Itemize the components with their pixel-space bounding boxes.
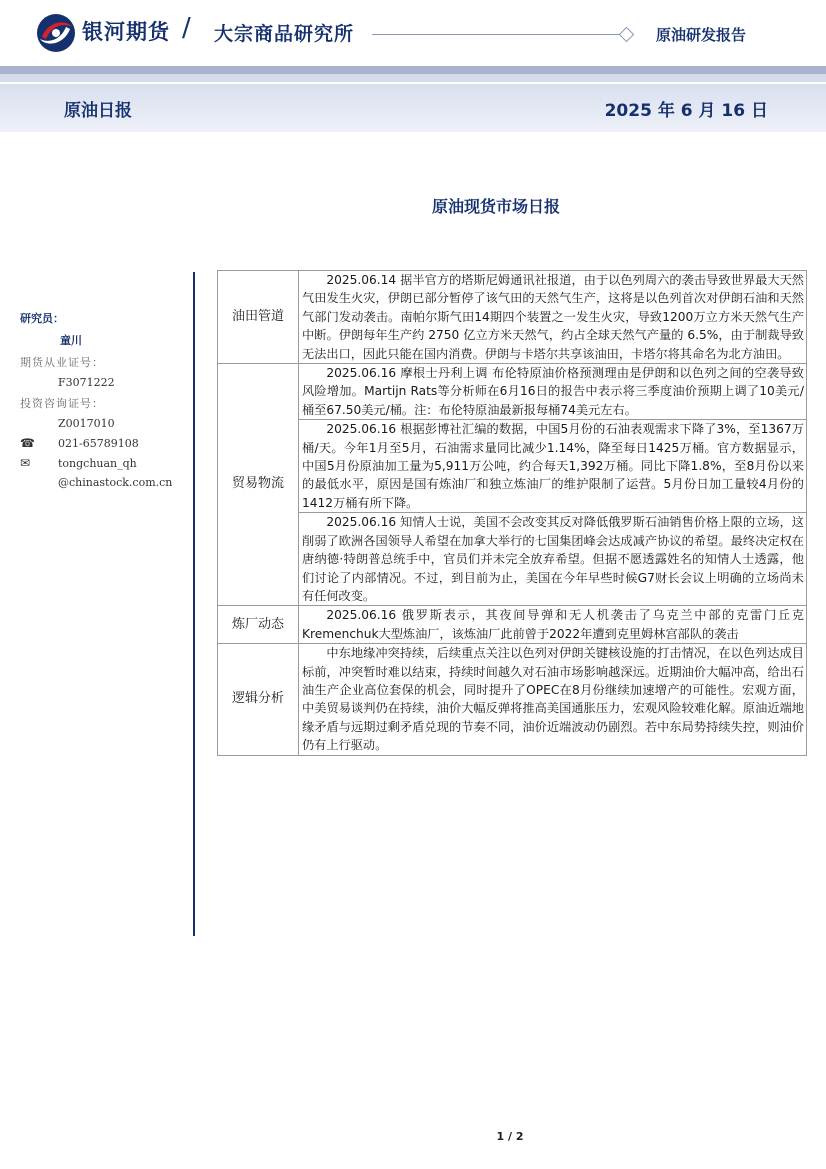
- consult-label: 投资咨询证号：: [20, 397, 104, 410]
- category-cell: 油田管道: [218, 271, 299, 364]
- consult-value: Z0017010: [58, 417, 115, 430]
- category-cell: 炼厂动态: [218, 606, 299, 644]
- analysis-paragraph: 中东地缘冲突持续，后续重点关注以色列对伊朗关键核设施的打击情况，在以色列达成目标前，冲突暂时难以结束，持续时间越久对石油市场影响越深远。近期油价大幅冲高，给出石油生产企业高位套保的机会，同时提升了OPEC在8月份继续加速增产的可能性。宏观方面，中美贸易谈判仍在持续，油价大幅反弹将推高美国通胀压力，宏观风险较难化解。原油近端地缘矛盾与远期过剩矛盾兑现的节奏不同，油价近端波动仍剧烈。若中东局势持续失控，则油价仍有上行驱动。: [302, 646, 804, 753]
- market-report-table: [217, 270, 807, 756]
- researcher-name: 童川: [60, 334, 82, 347]
- page-number: 1 / 2: [496, 1130, 524, 1143]
- content-cell: [299, 364, 807, 420]
- news-paragraph: 2025.06.16 摩根士丹利上调 布伦特原油价格预测理由是伊朗和以色列之间的空袭导致风险增加。Martijn Rats等分析师在6月16日的报告中表示将三季度油价预期上调了10美元/桶至67.50美元/桶。注：布伦特原油最新报每桶74美元左右。: [302, 366, 804, 417]
- institute-name: 大宗商品研究所: [214, 23, 355, 45]
- header-diamond-ornament: [619, 27, 635, 43]
- galaxy-futures-logo-icon: [36, 13, 76, 53]
- brand-name: 银河期货: [82, 20, 170, 44]
- table-row: [218, 364, 807, 420]
- email-icon: ✉: [20, 456, 31, 470]
- table-row: [218, 644, 807, 755]
- title-bar: [0, 84, 826, 132]
- news-paragraph: 2025.06.16 俄罗斯表示，其夜间导弹和无人机袭击了乌克兰中部的克雷门丘克Kremenchuk大型炼油厂，该炼油厂此前曾于2022年遭到克里姆林宫部队的袭击: [302, 608, 804, 641]
- email-domain[interactable]: @chinastock.com.cn: [58, 476, 173, 489]
- phone-icon: ☎: [20, 436, 35, 450]
- researcher-label: 研究员：: [20, 312, 64, 325]
- table-row: [218, 420, 807, 513]
- news-paragraph: 2025.06.14 据半官方的塔斯尼姆通讯社报道，由于以色列周六的袭击导致世界最大天然气田发生火灾，伊朗已部分暂停了该气田的天然气生产，这将是以色列首次对伊朗石油和天然气部门发动袭击。南帕尔斯气田14期四个装置之一发生火灾，导致1200万立方米天然气生产中断。伊朗每年生产约 2750 亿立方米天然气，约占全球天然气产量的 6.5%，由于制裁导致无法出口，因此只能在国内消费。伊朗与卡塔尔共享该油田，卡塔尔将其命名为北方油田。: [302, 273, 804, 361]
- researcher-info: [20, 310, 190, 489]
- table-row: [218, 513, 807, 606]
- content-cell: [299, 644, 807, 755]
- document-title: 原油日报: [64, 101, 132, 121]
- phone-number: 021-65789108: [58, 436, 139, 450]
- sidebar-divider: [193, 272, 195, 936]
- main-heading: 原油现货市场日报: [431, 197, 560, 216]
- table-row: [218, 271, 807, 364]
- license-label: 期货从业证号：: [20, 356, 104, 369]
- header-rule: [372, 34, 622, 35]
- header-stripe-dark: [0, 66, 826, 74]
- phone-row: [20, 436, 190, 450]
- email-user[interactable]: tongchuan_qh: [58, 456, 137, 470]
- news-paragraph: 2025.06.16 知情人士说，美国不会改变其反对降低俄罗斯石油销售价格上限的立场，这削弱了欧洲各国领导人希望在加拿大举行的七国集团峰会达成减产协议的希望。最终决定权在唐纳德·特朗普总统手中，官员们并未完全放弃希望。但据不愿透露姓名的知情人士透露，他们讨论了内部情况。不过，到目前为止，美国在今年早些时候G7财长会议上明确的立场尚未有任何改变。: [302, 515, 804, 603]
- content-cell: [299, 513, 807, 606]
- document-date: 2025 年 6 月 16 日: [604, 101, 768, 121]
- news-paragraph: 2025.06.16 根据彭博社汇编的数据，中国5月份的石油表观需求下降了3%，至1367万桶/天。今年1月至5月，石油需求量同比减少1.14%，降至每日1425万桶。官方数据显示，中国5月份原油加工量为5,911万公吨，约合每天1,392万桶。同比下降1.8%，至8月份以来的最低水平，原因是国有炼油厂和独立炼油厂的维护限制了运营。5月份日加工量较4月份的1412万桶有所下降。: [302, 422, 804, 510]
- content-cell: [299, 271, 807, 364]
- report-type: 原油研发报告: [656, 26, 747, 44]
- license-value: F3071222: [58, 376, 115, 389]
- content-cell: [299, 420, 807, 513]
- report-header: [0, 0, 826, 66]
- content-cell: [299, 606, 807, 644]
- header-divider: /: [182, 13, 191, 43]
- category-cell: 逻辑分析: [218, 644, 299, 755]
- category-cell: 贸易物流: [218, 364, 299, 606]
- email-row: [20, 456, 190, 470]
- header-stripe-light: [0, 74, 826, 82]
- table-row: [218, 606, 807, 644]
